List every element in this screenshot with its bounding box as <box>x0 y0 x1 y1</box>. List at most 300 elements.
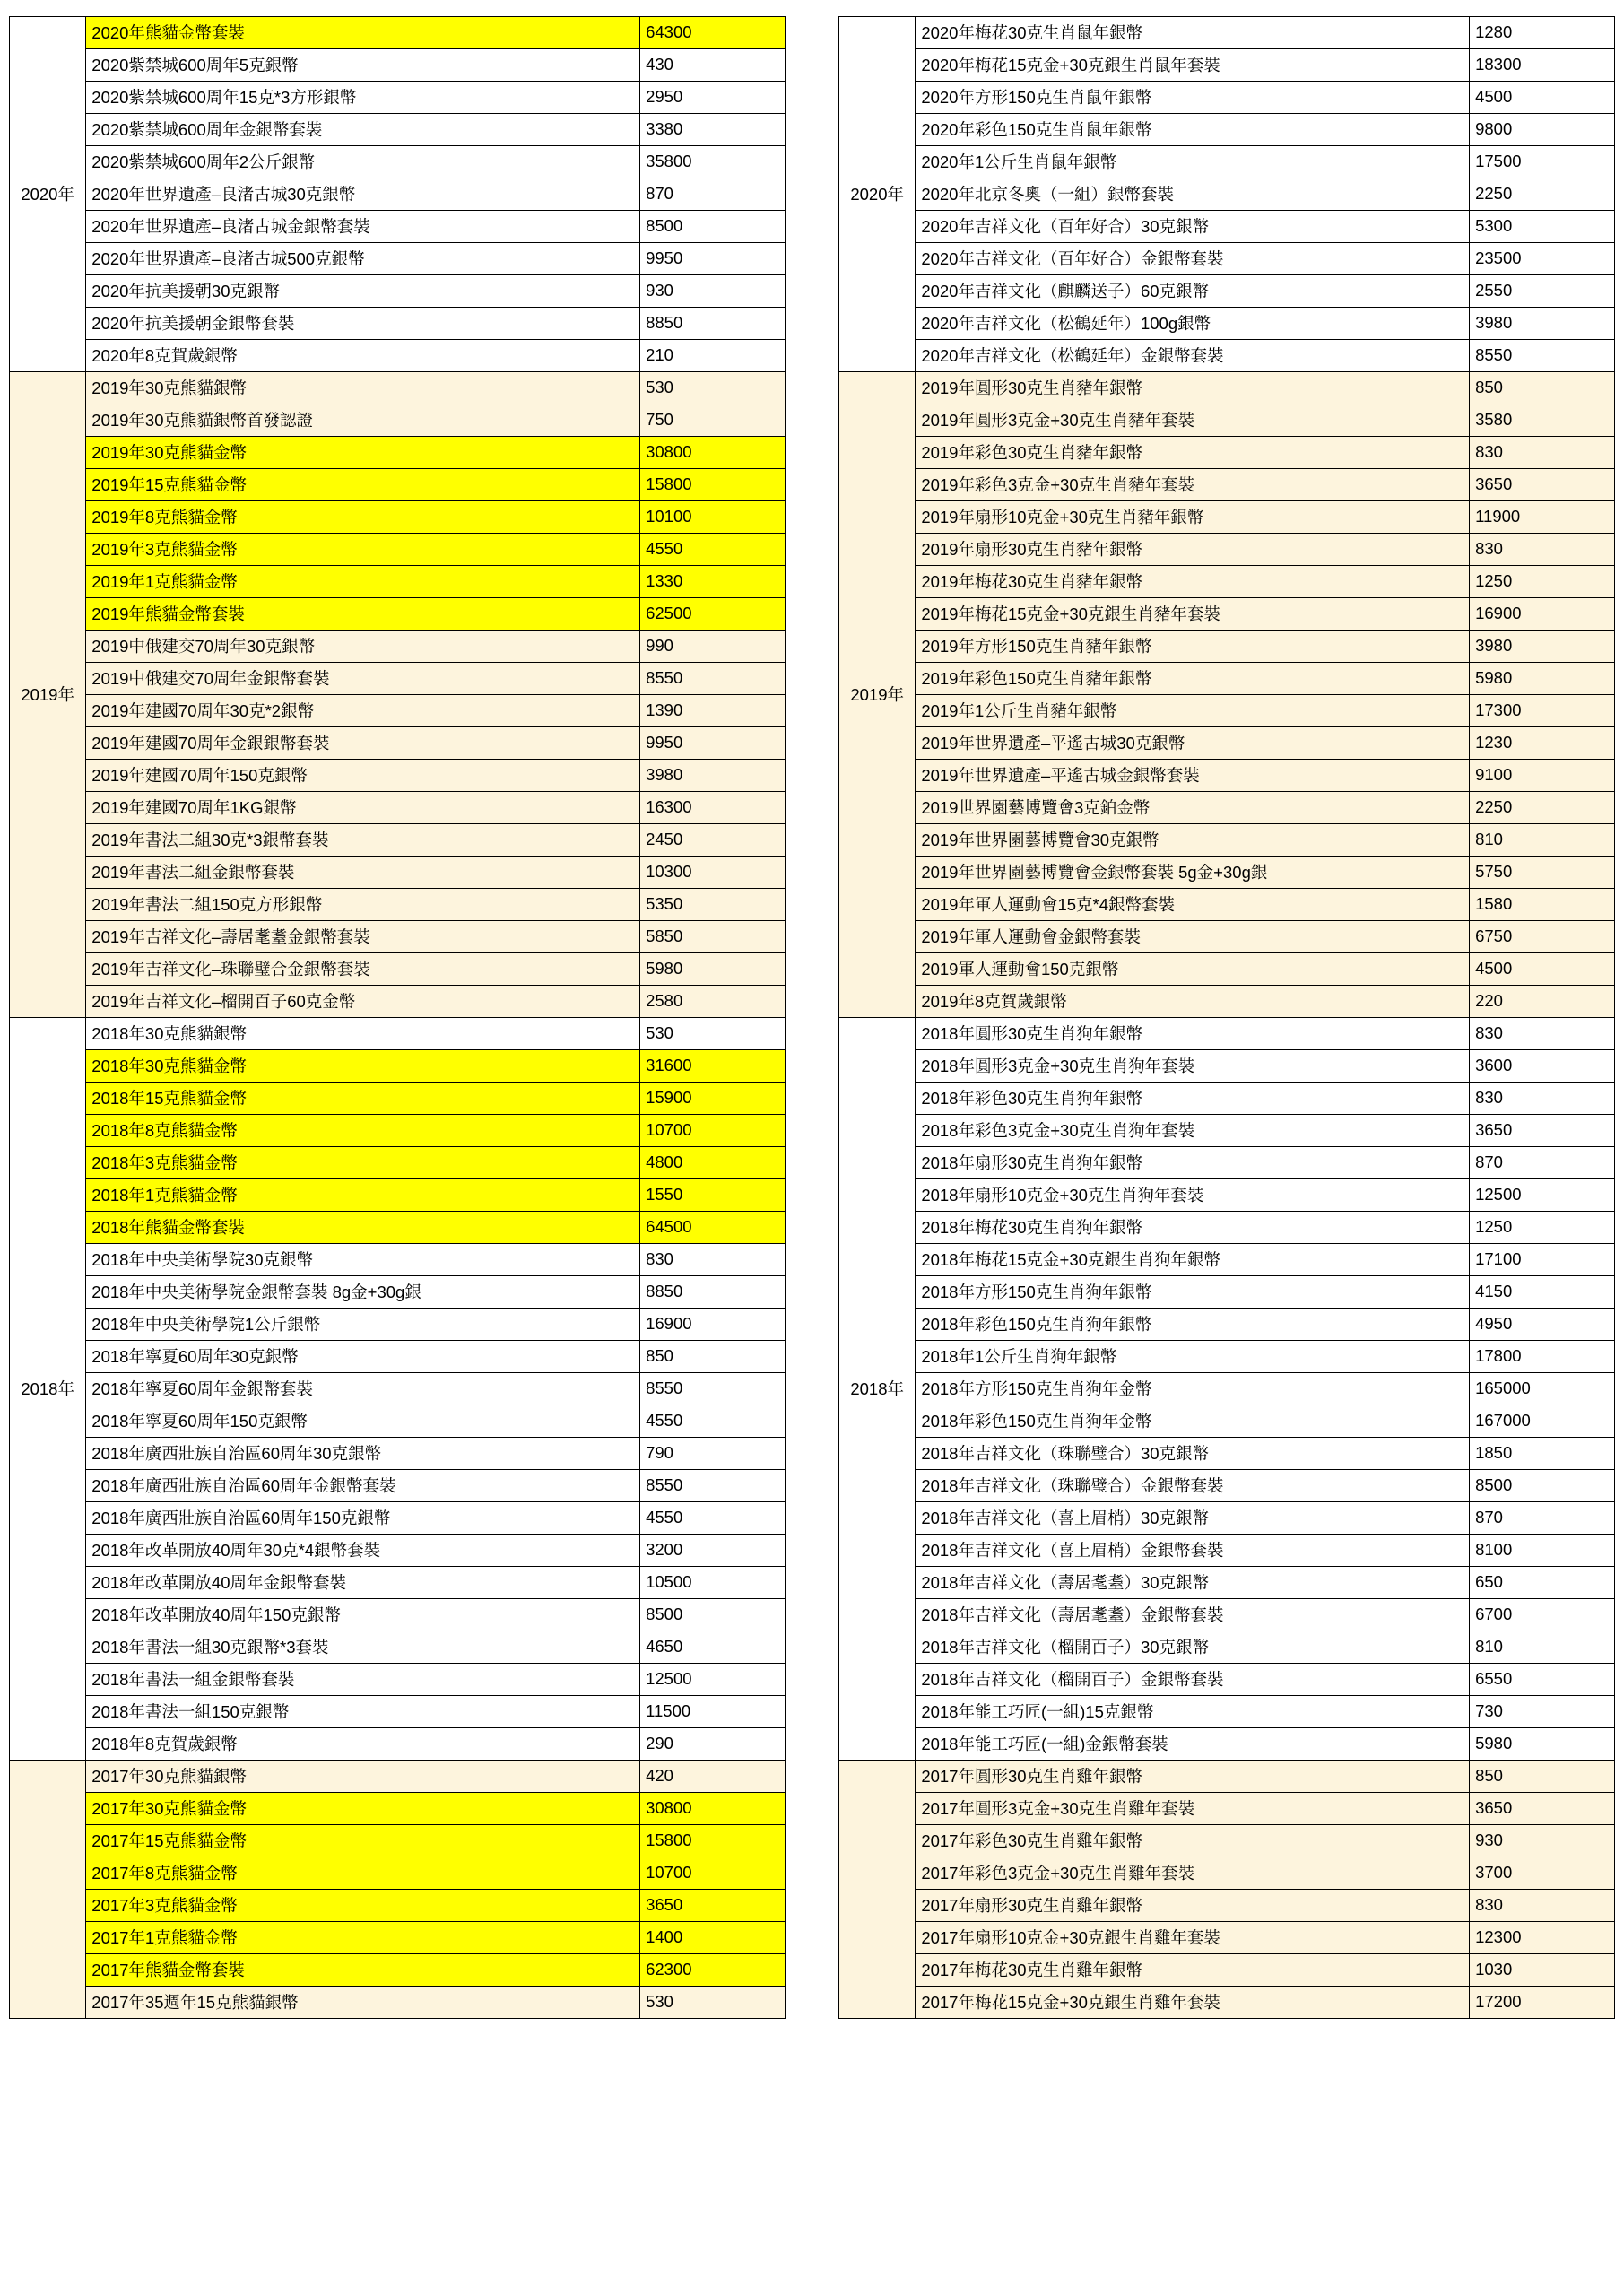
item-name-right: 2019年8克賀歲銀幣 <box>916 986 1470 1018</box>
item-price-right: 2550 <box>1470 275 1615 308</box>
item-name-right: 2019年世界園藝博覽會金銀幣套裝 5g金+30g銀 <box>916 857 1470 889</box>
item-name-right: 2019年圓形3克金+30克生肖豬年套裝 <box>916 404 1470 437</box>
table-row <box>10 1244 1615 1276</box>
column-gap <box>785 308 838 340</box>
item-name-right: 2018年扇形30克生肖狗年銀幣 <box>916 1147 1470 1179</box>
item-name-left: 2018年15克熊貓金幣 <box>86 1083 640 1115</box>
item-name-left: 2018年30克熊貓金幣 <box>86 1050 640 1083</box>
table-row <box>10 663 1615 695</box>
item-name-left: 2018年書法一組150克銀幣 <box>86 1696 640 1728</box>
item-name-right: 2020年吉祥文化（百年好合）30克銀幣 <box>916 211 1470 243</box>
item-price-right: 3980 <box>1470 631 1615 663</box>
table-row <box>10 1987 1615 2019</box>
column-gap <box>785 243 838 275</box>
item-price-left: 62500 <box>640 598 786 631</box>
item-price-right: 1580 <box>1470 889 1615 921</box>
column-gap <box>785 1987 838 2019</box>
item-price-right: 3650 <box>1470 469 1615 501</box>
item-price-right: 3580 <box>1470 404 1615 437</box>
column-gap <box>785 1954 838 1987</box>
item-name-right: 2019年圓形30克生肖豬年銀幣 <box>916 372 1470 404</box>
item-price-right: 6550 <box>1470 1664 1615 1696</box>
column-gap <box>785 1438 838 1470</box>
table-row <box>10 631 1615 663</box>
item-price-left: 4550 <box>640 534 786 566</box>
table-row <box>10 1309 1615 1341</box>
item-price-left: 530 <box>640 1987 786 2019</box>
item-name-left: 2019年吉祥文化–珠聯璧合金銀幣套裝 <box>86 953 640 986</box>
item-price-left: 870 <box>640 178 786 211</box>
item-name-right: 2020年1公斤生肖鼠年銀幣 <box>916 146 1470 178</box>
item-price-left: 5850 <box>640 921 786 953</box>
item-name-right: 2019年扇形30克生肖豬年銀幣 <box>916 534 1470 566</box>
item-price-left: 16300 <box>640 792 786 824</box>
item-price-right: 6700 <box>1470 1599 1615 1631</box>
item-price-right: 1030 <box>1470 1954 1615 1987</box>
item-name-left: 2018年中央美術學院1公斤銀幣 <box>86 1309 640 1341</box>
item-price-left: 9950 <box>640 243 786 275</box>
item-name-right: 2018年吉祥文化（喜上眉梢）30克銀幣 <box>916 1502 1470 1535</box>
table-row <box>10 566 1615 598</box>
item-price-right: 17500 <box>1470 146 1615 178</box>
item-price-left: 15800 <box>640 469 786 501</box>
item-price-right: 17200 <box>1470 1987 1615 2019</box>
item-name-left: 2019年15克熊貓金幣 <box>86 469 640 501</box>
table-row <box>10 1922 1615 1954</box>
column-gap <box>785 1793 838 1825</box>
item-price-right: 23500 <box>1470 243 1615 275</box>
item-name-left: 2017年15克熊貓金幣 <box>86 1825 640 1857</box>
column-gap <box>785 534 838 566</box>
table-row <box>10 372 1615 404</box>
item-price-left: 15900 <box>640 1083 786 1115</box>
item-price-right: 1250 <box>1470 1212 1615 1244</box>
item-price-left: 530 <box>640 372 786 404</box>
item-price-left: 1390 <box>640 695 786 727</box>
column-gap <box>785 275 838 308</box>
item-price-left: 8550 <box>640 1373 786 1405</box>
item-price-left: 790 <box>640 1438 786 1470</box>
table-row <box>10 308 1615 340</box>
item-name-right: 2018年方形150克生肖狗年銀幣 <box>916 1276 1470 1309</box>
table-row <box>10 114 1615 146</box>
item-name-left: 2020年熊貓金幣套裝 <box>86 17 640 49</box>
table-row <box>10 792 1615 824</box>
item-name-right: 2017年圓形3克金+30克生肖雞年套裝 <box>916 1793 1470 1825</box>
item-price-left: 4550 <box>640 1405 786 1438</box>
item-price-right: 1250 <box>1470 566 1615 598</box>
item-price-left: 10500 <box>640 1567 786 1599</box>
item-name-left: 2019中俄建交70周年金銀幣套裝 <box>86 663 640 695</box>
item-name-right: 2018年梅花30克生肖狗年銀幣 <box>916 1212 1470 1244</box>
year-label-left <box>10 1761 86 2019</box>
item-name-right: 2018年能工巧匠(一組)金銀幣套裝 <box>916 1728 1470 1761</box>
year-label-left: 2018年 <box>10 1018 86 1761</box>
item-price-right: 5980 <box>1470 1728 1615 1761</box>
column-gap <box>785 631 838 663</box>
item-price-right: 17800 <box>1470 1341 1615 1373</box>
item-price-left: 3380 <box>640 114 786 146</box>
item-name-right: 2020年梅花15克金+30克銀生肖鼠年套裝 <box>916 49 1470 82</box>
table-row <box>10 1438 1615 1470</box>
item-price-right: 1850 <box>1470 1438 1615 1470</box>
item-price-right: 11900 <box>1470 501 1615 534</box>
column-gap <box>785 986 838 1018</box>
item-price-right: 5300 <box>1470 211 1615 243</box>
item-price-right: 2250 <box>1470 178 1615 211</box>
item-price-right: 4950 <box>1470 1309 1615 1341</box>
column-gap <box>785 178 838 211</box>
item-price-right: 810 <box>1470 1631 1615 1664</box>
item-price-left: 62300 <box>640 1954 786 1987</box>
item-name-left: 2019年30克熊貓銀幣 <box>86 372 640 404</box>
item-price-right: 6750 <box>1470 921 1615 953</box>
item-name-right: 2019年世界遺產–平遙古城金銀幣套裝 <box>916 760 1470 792</box>
item-name-right: 2018年彩色3克金+30克生肖狗年套裝 <box>916 1115 1470 1147</box>
item-name-right: 2019年彩色150克生肖豬年銀幣 <box>916 663 1470 695</box>
item-price-right: 1230 <box>1470 727 1615 760</box>
item-name-left: 2019年書法二組30克*3銀幣套裝 <box>86 824 640 857</box>
table-row <box>10 1179 1615 1212</box>
table-row <box>10 211 1615 243</box>
item-price-left: 8550 <box>640 1470 786 1502</box>
table-row <box>10 598 1615 631</box>
item-name-right: 2020年吉祥文化（麒麟送子）60克銀幣 <box>916 275 1470 308</box>
item-name-right: 2019年1公斤生肖豬年銀幣 <box>916 695 1470 727</box>
item-price-right: 8500 <box>1470 1470 1615 1502</box>
item-price-left: 5980 <box>640 953 786 986</box>
item-name-left: 2020年抗美援朝金銀幣套裝 <box>86 308 640 340</box>
year-label-left: 2019年 <box>10 372 86 1018</box>
table-row <box>10 986 1615 1018</box>
column-gap <box>785 663 838 695</box>
item-name-left: 2020紫禁城600周年5克銀幣 <box>86 49 640 82</box>
item-price-left: 1400 <box>640 1922 786 1954</box>
column-gap <box>785 372 838 404</box>
table-row <box>10 1535 1615 1567</box>
item-price-left: 31600 <box>640 1050 786 1083</box>
item-name-left: 2018年中央美術學院金銀幣套裝 8g金+30g銀 <box>86 1276 640 1309</box>
item-name-right: 2018年吉祥文化（榴開百子）30克銀幣 <box>916 1631 1470 1664</box>
item-price-left: 4800 <box>640 1147 786 1179</box>
item-name-right: 2018年吉祥文化（珠聯璧合）金銀幣套裝 <box>916 1470 1470 1502</box>
item-name-left: 2018年廣西壯族自治區60周年150克銀幣 <box>86 1502 640 1535</box>
item-name-left: 2020年抗美援朝30克銀幣 <box>86 275 640 308</box>
table-row <box>10 727 1615 760</box>
table-row <box>10 1276 1615 1309</box>
column-gap <box>785 857 838 889</box>
year-label-right: 2019年 <box>839 372 916 1018</box>
item-name-right: 2018年彩色150克生肖狗年銀幣 <box>916 1309 1470 1341</box>
item-price-left: 430 <box>640 49 786 82</box>
item-name-left: 2018年改革開放40周年150克銀幣 <box>86 1599 640 1631</box>
column-gap <box>785 1115 838 1147</box>
item-name-right: 2019年彩色30克生肖豬年銀幣 <box>916 437 1470 469</box>
item-price-left: 290 <box>640 1728 786 1761</box>
item-name-left: 2019年30克熊貓銀幣首發認證 <box>86 404 640 437</box>
item-name-right: 2017年梅花15克金+30克銀生肖雞年套裝 <box>916 1987 1470 2019</box>
item-name-right: 2017年扇形30克生肖雞年銀幣 <box>916 1890 1470 1922</box>
item-name-right: 2019年梅花15克金+30克銀生肖豬年套裝 <box>916 598 1470 631</box>
item-name-left: 2019年熊貓金幣套裝 <box>86 598 640 631</box>
column-gap <box>785 824 838 857</box>
column-gap <box>785 1922 838 1954</box>
table-row <box>10 1470 1615 1502</box>
item-price-left: 64500 <box>640 1212 786 1244</box>
column-gap <box>785 727 838 760</box>
table-row <box>10 1761 1615 1793</box>
item-price-right: 830 <box>1470 1890 1615 1922</box>
item-name-right: 2019年世界遺產–平遙古城30克銀幣 <box>916 727 1470 760</box>
year-label-right: 2020年 <box>839 17 916 372</box>
item-name-left: 2018年30克熊貓銀幣 <box>86 1018 640 1050</box>
item-name-left: 2017年3克熊貓金幣 <box>86 1890 640 1922</box>
table-row <box>10 1018 1615 1050</box>
column-gap <box>785 404 838 437</box>
item-price-right: 3980 <box>1470 308 1615 340</box>
item-price-right: 17100 <box>1470 1244 1615 1276</box>
item-name-right: 2019年軍人運動會金銀幣套裝 <box>916 921 1470 953</box>
item-price-right: 830 <box>1470 1083 1615 1115</box>
item-price-right: 3600 <box>1470 1050 1615 1083</box>
item-price-left: 16900 <box>640 1309 786 1341</box>
item-name-left: 2018年中央美術學院30克銀幣 <box>86 1244 640 1276</box>
table-row <box>10 1502 1615 1535</box>
item-name-left: 2019年3克熊貓金幣 <box>86 534 640 566</box>
item-price-left: 830 <box>640 1244 786 1276</box>
column-gap <box>785 1696 838 1728</box>
item-price-right: 18300 <box>1470 49 1615 82</box>
item-name-left: 2020紫禁城600周年金銀幣套裝 <box>86 114 640 146</box>
item-name-right: 2018年圓形30克生肖狗年銀幣 <box>916 1018 1470 1050</box>
column-gap <box>785 1018 838 1050</box>
item-name-left: 2019年吉祥文化–榴開百子60克金幣 <box>86 986 640 1018</box>
item-name-left: 2018年熊貓金幣套裝 <box>86 1212 640 1244</box>
column-gap <box>785 1502 838 1535</box>
item-price-right: 5750 <box>1470 857 1615 889</box>
table-row <box>10 889 1615 921</box>
item-name-right: 2019年軍人運動會15克*4銀幣套裝 <box>916 889 1470 921</box>
item-price-left: 2450 <box>640 824 786 857</box>
table-row <box>10 146 1615 178</box>
item-name-left: 2020紫禁城600周年2公斤銀幣 <box>86 146 640 178</box>
table-body <box>10 17 1615 2019</box>
item-name-left: 2018年8克賀歲銀幣 <box>86 1728 640 1761</box>
column-gap <box>785 1212 838 1244</box>
table-row <box>10 82 1615 114</box>
item-name-right: 2018年扇形10克金+30克生肖狗年套裝 <box>916 1179 1470 1212</box>
column-gap <box>785 1373 838 1405</box>
table-row <box>10 340 1615 372</box>
column-gap <box>785 1405 838 1438</box>
item-name-left: 2018年改革開放40周年金銀幣套裝 <box>86 1567 640 1599</box>
table-row <box>10 921 1615 953</box>
item-price-right: 12500 <box>1470 1179 1615 1212</box>
item-price-right: 4500 <box>1470 953 1615 986</box>
item-name-right: 2017年圓形30克生肖雞年銀幣 <box>916 1761 1470 1793</box>
item-name-right: 2017年扇形10克金+30克銀生肖雞年套裝 <box>916 1922 1470 1954</box>
item-name-right: 2020年吉祥文化（百年好合）金銀幣套裝 <box>916 243 1470 275</box>
table-row <box>10 437 1615 469</box>
column-gap <box>785 1825 838 1857</box>
table-row <box>10 1599 1615 1631</box>
item-name-left: 2018年改革開放40周年30克*4銀幣套裝 <box>86 1535 640 1567</box>
item-name-left: 2018年3克熊貓金幣 <box>86 1147 640 1179</box>
column-gap <box>785 1050 838 1083</box>
column-gap <box>785 1341 838 1373</box>
table-row <box>10 243 1615 275</box>
item-name-left: 2018年寧夏60周年150克銀幣 <box>86 1405 640 1438</box>
item-name-right: 2020年彩色150克生肖鼠年銀幣 <box>916 114 1470 146</box>
item-price-right: 165000 <box>1470 1373 1615 1405</box>
item-price-right: 9800 <box>1470 114 1615 146</box>
item-name-left: 2018年書法一組金銀幣套裝 <box>86 1664 640 1696</box>
table-row <box>10 695 1615 727</box>
item-name-left: 2019年書法二組150克方形銀幣 <box>86 889 640 921</box>
table-row <box>10 1857 1615 1890</box>
item-name-left: 2019年1克熊貓金幣 <box>86 566 640 598</box>
item-price-left: 30800 <box>640 437 786 469</box>
table-row <box>10 1825 1615 1857</box>
item-price-left: 1550 <box>640 1179 786 1212</box>
item-name-right: 2018年吉祥文化（榴開百子）金銀幣套裝 <box>916 1664 1470 1696</box>
item-price-right: 850 <box>1470 1761 1615 1793</box>
item-price-left: 8550 <box>640 663 786 695</box>
item-price-left: 15800 <box>640 1825 786 1857</box>
item-price-left: 1330 <box>640 566 786 598</box>
item-price-right: 930 <box>1470 1825 1615 1857</box>
column-gap <box>785 1147 838 1179</box>
column-gap <box>785 921 838 953</box>
table-row <box>10 49 1615 82</box>
item-name-right: 2018年彩色150克生肖狗年金幣 <box>916 1405 1470 1438</box>
column-gap <box>785 1470 838 1502</box>
table-row <box>10 1147 1615 1179</box>
item-price-left: 8500 <box>640 1599 786 1631</box>
table-row <box>10 1115 1615 1147</box>
item-name-right: 2020年方形150克生肖鼠年銀幣 <box>916 82 1470 114</box>
item-price-left: 4550 <box>640 1502 786 1535</box>
item-price-right: 4150 <box>1470 1276 1615 1309</box>
coin-price-table <box>9 16 1615 2019</box>
table-row <box>10 275 1615 308</box>
item-name-left: 2020年世界遺產–良渚古城500克銀幣 <box>86 243 640 275</box>
item-price-right: 810 <box>1470 824 1615 857</box>
column-gap <box>785 49 838 82</box>
table-row <box>10 178 1615 211</box>
item-price-right: 9100 <box>1470 760 1615 792</box>
year-label-left: 2020年 <box>10 17 86 372</box>
item-name-left: 2019年吉祥文化–壽居耄耋金銀幣套裝 <box>86 921 640 953</box>
item-price-right: 17300 <box>1470 695 1615 727</box>
item-name-left: 2017年熊貓金幣套裝 <box>86 1954 640 1987</box>
item-price-left: 420 <box>640 1761 786 1793</box>
column-gap <box>785 340 838 372</box>
item-name-left: 2017年8克熊貓金幣 <box>86 1857 640 1890</box>
item-name-left: 2020年世界遺產–良渚古城金銀幣套裝 <box>86 211 640 243</box>
item-name-left: 2017年35週年15克熊貓銀幣 <box>86 1987 640 2019</box>
column-gap <box>785 695 838 727</box>
item-price-right: 730 <box>1470 1696 1615 1728</box>
column-gap <box>785 953 838 986</box>
item-price-right: 220 <box>1470 986 1615 1018</box>
item-price-left: 12500 <box>640 1664 786 1696</box>
item-name-left: 2017年30克熊貓銀幣 <box>86 1761 640 1793</box>
item-price-right: 5980 <box>1470 663 1615 695</box>
item-name-left: 2018年廣西壯族自治區60周年30克銀幣 <box>86 1438 640 1470</box>
item-name-left: 2019年書法二組金銀幣套裝 <box>86 857 640 889</box>
item-price-left: 30800 <box>640 1793 786 1825</box>
table-row <box>10 824 1615 857</box>
item-price-left: 3980 <box>640 760 786 792</box>
item-price-left: 8850 <box>640 308 786 340</box>
item-price-left: 10100 <box>640 501 786 534</box>
table-row <box>10 1405 1615 1438</box>
item-price-right: 8100 <box>1470 1535 1615 1567</box>
column-gap <box>785 792 838 824</box>
item-price-right: 870 <box>1470 1502 1615 1535</box>
item-price-right: 830 <box>1470 534 1615 566</box>
column-gap <box>785 1179 838 1212</box>
item-name-right: 2018年彩色30克生肖狗年銀幣 <box>916 1083 1470 1115</box>
item-name-left: 2019年30克熊貓金幣 <box>86 437 640 469</box>
item-price-left: 8850 <box>640 1276 786 1309</box>
item-price-left: 3200 <box>640 1535 786 1567</box>
item-name-left: 2020紫禁城600周年15克*3方形銀幣 <box>86 82 640 114</box>
column-gap <box>785 1728 838 1761</box>
item-name-right: 2018年梅花15克金+30克銀生肖狗年銀幣 <box>916 1244 1470 1276</box>
item-name-right: 2019年扇形10克金+30克生肖豬年銀幣 <box>916 501 1470 534</box>
table-row <box>10 760 1615 792</box>
column-gap <box>785 17 838 49</box>
item-price-left: 4650 <box>640 1631 786 1664</box>
item-name-left: 2019年建國70周年金銀銀幣套裝 <box>86 727 640 760</box>
column-gap <box>785 889 838 921</box>
table-row <box>10 953 1615 986</box>
item-price-left: 2950 <box>640 82 786 114</box>
table-row <box>10 17 1615 49</box>
item-price-right: 850 <box>1470 372 1615 404</box>
column-gap <box>785 114 838 146</box>
item-name-right: 2018年吉祥文化（喜上眉梢）金銀幣套裝 <box>916 1535 1470 1567</box>
item-name-right: 2017年彩色3克金+30克生肖雞年套裝 <box>916 1857 1470 1890</box>
column-gap <box>785 1309 838 1341</box>
item-name-left: 2020年8克賀歲銀幣 <box>86 340 640 372</box>
item-price-left: 850 <box>640 1341 786 1373</box>
item-price-left: 750 <box>640 404 786 437</box>
column-gap <box>785 1631 838 1664</box>
column-gap <box>785 469 838 501</box>
column-gap <box>785 146 838 178</box>
table-row <box>10 1664 1615 1696</box>
item-name-right: 2019年彩色3克金+30克生肖豬年套裝 <box>916 469 1470 501</box>
item-price-left: 35800 <box>640 146 786 178</box>
item-name-right: 2019年方形150克生肖豬年銀幣 <box>916 631 1470 663</box>
table-row <box>10 1631 1615 1664</box>
item-price-left: 2580 <box>640 986 786 1018</box>
item-name-left: 2018年寧夏60周年金銀幣套裝 <box>86 1373 640 1405</box>
item-price-right: 8550 <box>1470 340 1615 372</box>
item-name-left: 2019中俄建交70周年30克銀幣 <box>86 631 640 663</box>
item-name-left: 2018年廣西壯族自治區60周年金銀幣套裝 <box>86 1470 640 1502</box>
item-name-right: 2020年梅花30克生肖鼠年銀幣 <box>916 17 1470 49</box>
table-row <box>10 404 1615 437</box>
item-name-right: 2018年吉祥文化（珠聯璧合）30克銀幣 <box>916 1438 1470 1470</box>
item-name-right: 2020年吉祥文化（松鶴延年）100g銀幣 <box>916 308 1470 340</box>
item-name-right: 2017年梅花30克生肖雞年銀幣 <box>916 1954 1470 1987</box>
column-gap <box>785 760 838 792</box>
table-row <box>10 1567 1615 1599</box>
